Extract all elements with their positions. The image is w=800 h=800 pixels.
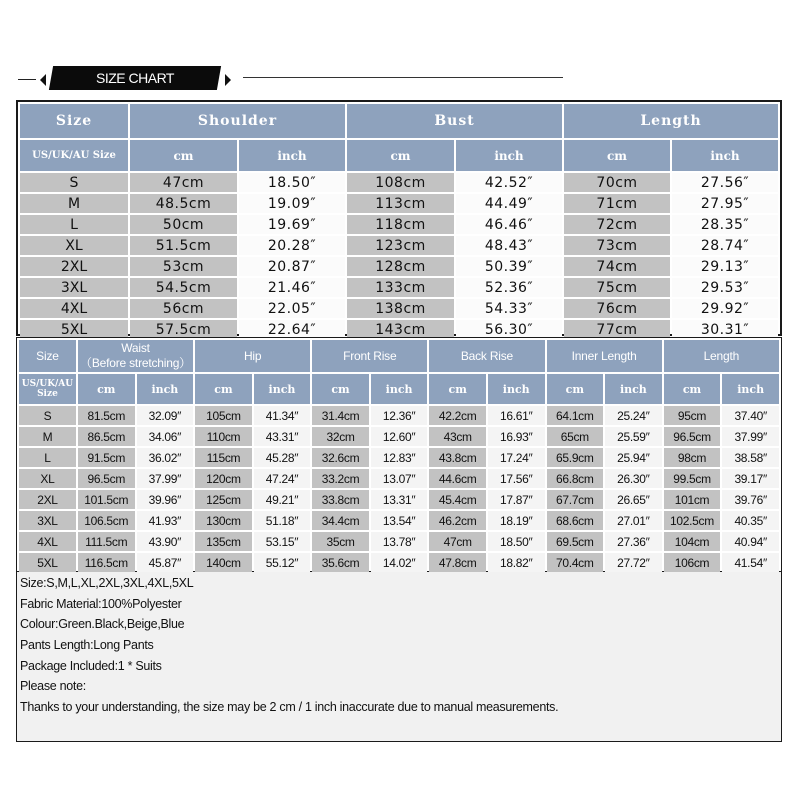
banner-left-rule: [18, 79, 36, 80]
measurement-cell: 12.36″: [371, 406, 428, 425]
measurement-cell: 70.4cm: [547, 553, 604, 572]
measurement-cell: 71cm: [564, 194, 670, 213]
length-group-header: Length: [664, 340, 779, 372]
unit-header: inch: [239, 140, 345, 171]
measurement-cell: 52.36″: [456, 278, 562, 297]
measurement-cell: 69.5cm: [547, 532, 604, 551]
measurement-cell: 19.09″: [239, 194, 345, 213]
size-cell: XL: [20, 236, 128, 255]
measurement-cell: 46.2cm: [429, 511, 486, 530]
measurement-cell: 76cm: [564, 299, 670, 318]
table-row: [19, 490, 779, 509]
measurement-cell: 96.5cm: [664, 427, 721, 446]
measurement-cell: 118cm: [347, 215, 454, 234]
measurement-cell: 25.59″: [605, 427, 662, 446]
measurement-cell: 72cm: [564, 215, 670, 234]
measurement-cell: 101.5cm: [78, 490, 135, 509]
bottom-size-table: [16, 337, 782, 572]
measurement-cell: 33.2cm: [312, 469, 369, 488]
measurement-cell: 73cm: [564, 236, 670, 255]
measurement-cell: 12.60″: [371, 427, 428, 446]
unit-header: cm: [664, 374, 721, 404]
measurement-cell: 51.18″: [254, 511, 311, 530]
size-cell: 5XL: [20, 320, 128, 339]
measurement-cell: 32cm: [312, 427, 369, 446]
unit-header: inch: [605, 374, 662, 404]
size-cell: XL: [19, 469, 76, 488]
size-cell: M: [19, 427, 76, 446]
size-cell: 4XL: [19, 532, 76, 551]
banner-right-rule: [243, 77, 563, 78]
measurement-cell: 46.46″: [456, 215, 562, 234]
measurement-cell: 56cm: [130, 299, 237, 318]
unit-header: cm: [78, 374, 135, 404]
measurement-cell: 26.65″: [605, 490, 662, 509]
unit-header: cm: [347, 140, 454, 171]
banner-right-arrow: [225, 74, 231, 86]
measurement-cell: 43.90″: [137, 532, 194, 551]
measurement-cell: 13.78″: [371, 532, 428, 551]
measurement-cell: 29.13″: [672, 257, 778, 276]
page-title: SIZE CHART: [96, 70, 174, 86]
measurement-cell: 123cm: [347, 236, 454, 255]
measurement-cell: 27.95″: [672, 194, 778, 213]
measurement-cell: 37.99″: [137, 469, 194, 488]
size-cell: 4XL: [20, 299, 128, 318]
size-chart-banner: [0, 62, 800, 96]
table-row: [20, 173, 778, 192]
table-row: [19, 511, 779, 530]
measurement-cell: 54.33″: [456, 299, 562, 318]
measurement-cell: 120cm: [195, 469, 252, 488]
measurement-cell: 48.43″: [456, 236, 562, 255]
size-cell: M: [20, 194, 128, 213]
measurement-cell: 53cm: [130, 257, 237, 276]
measurement-cell: 25.24″: [605, 406, 662, 425]
inner-length-group-header: Inner Length: [547, 340, 662, 372]
note-line: Thanks to your understanding, the size may be 2 cm / 1 inch inaccurate due to manual measurements.: [20, 700, 559, 715]
measurement-cell: 77cm: [564, 320, 670, 339]
measurement-cell: 70cm: [564, 173, 670, 192]
back-rise-group-header: Back Rise: [429, 340, 544, 372]
note-line: Package Included:1 * Suits: [20, 658, 162, 673]
measurement-cell: 34.4cm: [312, 511, 369, 530]
measurement-cell: 34.06″: [137, 427, 194, 446]
measurement-cell: 29.92″: [672, 299, 778, 318]
measurement-cell: 113cm: [347, 194, 454, 213]
measurement-cell: 17.87″: [488, 490, 545, 509]
size-cell: S: [20, 173, 128, 192]
measurement-cell: 115cm: [195, 448, 252, 467]
note-line: Size:S,M,L,XL,2XL,3XL,4XL,5XL: [20, 576, 194, 590]
unit-header: cm: [429, 374, 486, 404]
measurement-cell: 33.8cm: [312, 490, 369, 509]
table-row: [20, 257, 778, 276]
top-size-table: [16, 100, 782, 336]
measurement-cell: 86.5cm: [78, 427, 135, 446]
measurement-cell: 40.94″: [722, 532, 779, 551]
measurement-cell: 106cm: [664, 553, 721, 572]
measurement-cell: 125cm: [195, 490, 252, 509]
measurement-cell: 67.7cm: [547, 490, 604, 509]
measurement-cell: 18.50″: [239, 173, 345, 192]
measurement-cell: 35cm: [312, 532, 369, 551]
table-row: [19, 553, 779, 572]
measurement-cell: 102.5cm: [664, 511, 721, 530]
shoulder-group-header: Shoulder: [130, 104, 345, 138]
measurement-cell: 39.17″: [722, 469, 779, 488]
measurement-cell: 41.93″: [137, 511, 194, 530]
measurement-cell: 45.4cm: [429, 490, 486, 509]
measurement-cell: 44.6cm: [429, 469, 486, 488]
measurement-cell: 13.31″: [371, 490, 428, 509]
table-row: [20, 215, 778, 234]
unit-header: inch: [672, 140, 778, 171]
measurement-cell: 21.46″: [239, 278, 345, 297]
measurement-cell: 108cm: [347, 173, 454, 192]
measurement-cell: 43.31″: [254, 427, 311, 446]
measurement-cell: 138cm: [347, 299, 454, 318]
measurement-cell: 105cm: [195, 406, 252, 425]
unit-header: inch: [488, 374, 545, 404]
unit-header: inch: [137, 374, 194, 404]
measurement-cell: 50.39″: [456, 257, 562, 276]
measurement-cell: 48.5cm: [130, 194, 237, 213]
measurement-cell: 28.35″: [672, 215, 778, 234]
measurement-cell: 133cm: [347, 278, 454, 297]
measurement-cell: 39.96″: [137, 490, 194, 509]
unit-header: inch: [456, 140, 562, 171]
measurement-cell: 101cm: [664, 490, 721, 509]
measurement-cell: 47cm: [429, 532, 486, 551]
measurement-cell: 13.07″: [371, 469, 428, 488]
measurement-cell: 29.53″: [672, 278, 778, 297]
waist-group-header: [78, 340, 193, 372]
unit-header: inch: [722, 374, 779, 404]
measurement-cell: 74cm: [564, 257, 670, 276]
size-cell: L: [19, 448, 76, 467]
measurement-cell: 41.34″: [254, 406, 311, 425]
unit-header: cm: [195, 374, 252, 404]
measurement-cell: 104cm: [664, 532, 721, 551]
unit-header: inch: [371, 374, 428, 404]
measurement-cell: 27.01″: [605, 511, 662, 530]
note-line: Colour:Green.Black,Beige,Blue: [20, 617, 185, 632]
size-label-header: US/UK/AU Size: [19, 374, 76, 404]
measurement-cell: 32.09″: [137, 406, 194, 425]
measurement-cell: 42.52″: [456, 173, 562, 192]
measurement-cell: 130cm: [195, 511, 252, 530]
measurement-cell: 140cm: [195, 553, 252, 572]
size-cell: S: [19, 406, 76, 425]
measurement-cell: 35.6cm: [312, 553, 369, 572]
measurement-cell: 99.5cm: [664, 469, 721, 488]
measurement-cell: 65.9cm: [547, 448, 604, 467]
size-group-header: Size: [20, 104, 128, 138]
size-cell: 5XL: [19, 553, 76, 572]
measurement-cell: 32.6cm: [312, 448, 369, 467]
unit-header: cm: [547, 374, 604, 404]
size-label-header: US/UK/AU Size: [20, 140, 128, 171]
measurement-cell: 19.69″: [239, 215, 345, 234]
measurement-cell: 135cm: [195, 532, 252, 551]
table-row: [19, 448, 779, 467]
measurement-cell: 31.4cm: [312, 406, 369, 425]
unit-header: cm: [130, 140, 237, 171]
note-line: Fabric Material:100%Polyester: [20, 596, 182, 611]
measurement-cell: 45.28″: [254, 448, 311, 467]
measurement-cell: 27.56″: [672, 173, 778, 192]
measurement-cell: 16.61″: [488, 406, 545, 425]
measurement-cell: 65cm: [547, 427, 604, 446]
waist-header-note: （Before stretching）: [80, 356, 191, 370]
measurement-cell: 81.5cm: [78, 406, 135, 425]
measurement-cell: 50cm: [130, 215, 237, 234]
table-row: [20, 278, 778, 297]
measurement-cell: 54.5cm: [130, 278, 237, 297]
measurement-cell: 40.35″: [722, 511, 779, 530]
measurement-cell: 27.72″: [605, 553, 662, 572]
measurement-cell: 98cm: [664, 448, 721, 467]
size-cell: 3XL: [19, 511, 76, 530]
bust-group-header: Bust: [347, 104, 562, 138]
table-row: [19, 532, 779, 551]
measurement-cell: 44.49″: [456, 194, 562, 213]
measurement-cell: 43.8cm: [429, 448, 486, 467]
measurement-cell: 22.64″: [239, 320, 345, 339]
measurement-cell: 110cm: [195, 427, 252, 446]
length-group-header: Length: [564, 104, 778, 138]
measurement-cell: 12.83″: [371, 448, 428, 467]
table-row: [20, 299, 778, 318]
table-row: [19, 406, 779, 425]
measurement-cell: 51.5cm: [130, 236, 237, 255]
measurement-cell: 20.28″: [239, 236, 345, 255]
measurement-cell: 18.82″: [488, 553, 545, 572]
measurement-cell: 36.02″: [137, 448, 194, 467]
measurement-cell: 37.40″: [722, 406, 779, 425]
waist-header-label: Waist: [121, 341, 150, 355]
banner-dots: [243, 63, 563, 65]
measurement-cell: 37.99″: [722, 427, 779, 446]
measurement-cell: 28.74″: [672, 236, 778, 255]
measurement-cell: 14.02″: [371, 553, 428, 572]
measurement-cell: 128cm: [347, 257, 454, 276]
measurement-cell: 53.15″: [254, 532, 311, 551]
measurement-cell: 25.94″: [605, 448, 662, 467]
measurement-cell: 17.24″: [488, 448, 545, 467]
measurement-cell: 95cm: [664, 406, 721, 425]
hip-group-header: Hip: [195, 340, 310, 372]
measurement-cell: 43cm: [429, 427, 486, 446]
measurement-cell: 75cm: [564, 278, 670, 297]
measurement-cell: 143cm: [347, 320, 454, 339]
unit-header: cm: [312, 374, 369, 404]
measurement-cell: 111.5cm: [78, 532, 135, 551]
measurement-cell: 106.5cm: [78, 511, 135, 530]
note-line: Pants Length:Long Pants: [20, 638, 154, 653]
measurement-cell: 45.87″: [137, 553, 194, 572]
measurement-cell: 18.19″: [488, 511, 545, 530]
measurement-cell: 18.50″: [488, 532, 545, 551]
measurement-cell: 116.5cm: [78, 553, 135, 572]
measurement-cell: 47cm: [130, 173, 237, 192]
note-line: Please note:: [20, 679, 86, 694]
measurement-cell: 49.21″: [254, 490, 311, 509]
product-notes: [16, 572, 782, 742]
measurement-cell: 26.30″: [605, 469, 662, 488]
table-row: [20, 236, 778, 255]
measurement-cell: 56.30″: [456, 320, 562, 339]
table-row: [20, 194, 778, 213]
unit-header: inch: [254, 374, 311, 404]
table-row: [19, 469, 779, 488]
unit-header: cm: [564, 140, 670, 171]
table-row: [19, 427, 779, 446]
measurement-cell: 57.5cm: [130, 320, 237, 339]
measurement-cell: 42.2cm: [429, 406, 486, 425]
measurement-cell: 16.93″: [488, 427, 545, 446]
measurement-cell: 55.12″: [254, 553, 311, 572]
measurement-cell: 47.8cm: [429, 553, 486, 572]
measurement-cell: 91.5cm: [78, 448, 135, 467]
size-cell: 3XL: [20, 278, 128, 297]
measurement-cell: 96.5cm: [78, 469, 135, 488]
banner-left-arrow: [40, 74, 46, 86]
measurement-cell: 17.56″: [488, 469, 545, 488]
measurement-cell: 22.05″: [239, 299, 345, 318]
measurement-cell: 20.87″: [239, 257, 345, 276]
size-cell: L: [20, 215, 128, 234]
measurement-cell: 64.1cm: [547, 406, 604, 425]
size-cell: 2XL: [20, 257, 128, 276]
measurement-cell: 41.54″: [722, 553, 779, 572]
size-group-header: Size: [19, 340, 76, 372]
measurement-cell: 68.6cm: [547, 511, 604, 530]
front-rise-group-header: Front Rise: [312, 340, 427, 372]
measurement-cell: 27.36″: [605, 532, 662, 551]
measurement-cell: 13.54″: [371, 511, 428, 530]
measurement-cell: 66.8cm: [547, 469, 604, 488]
measurement-cell: 38.58″: [722, 448, 779, 467]
measurement-cell: 39.76″: [722, 490, 779, 509]
measurement-cell: 47.24″: [254, 469, 311, 488]
measurement-cell: 30.31″: [672, 320, 778, 339]
size-cell: 2XL: [19, 490, 76, 509]
